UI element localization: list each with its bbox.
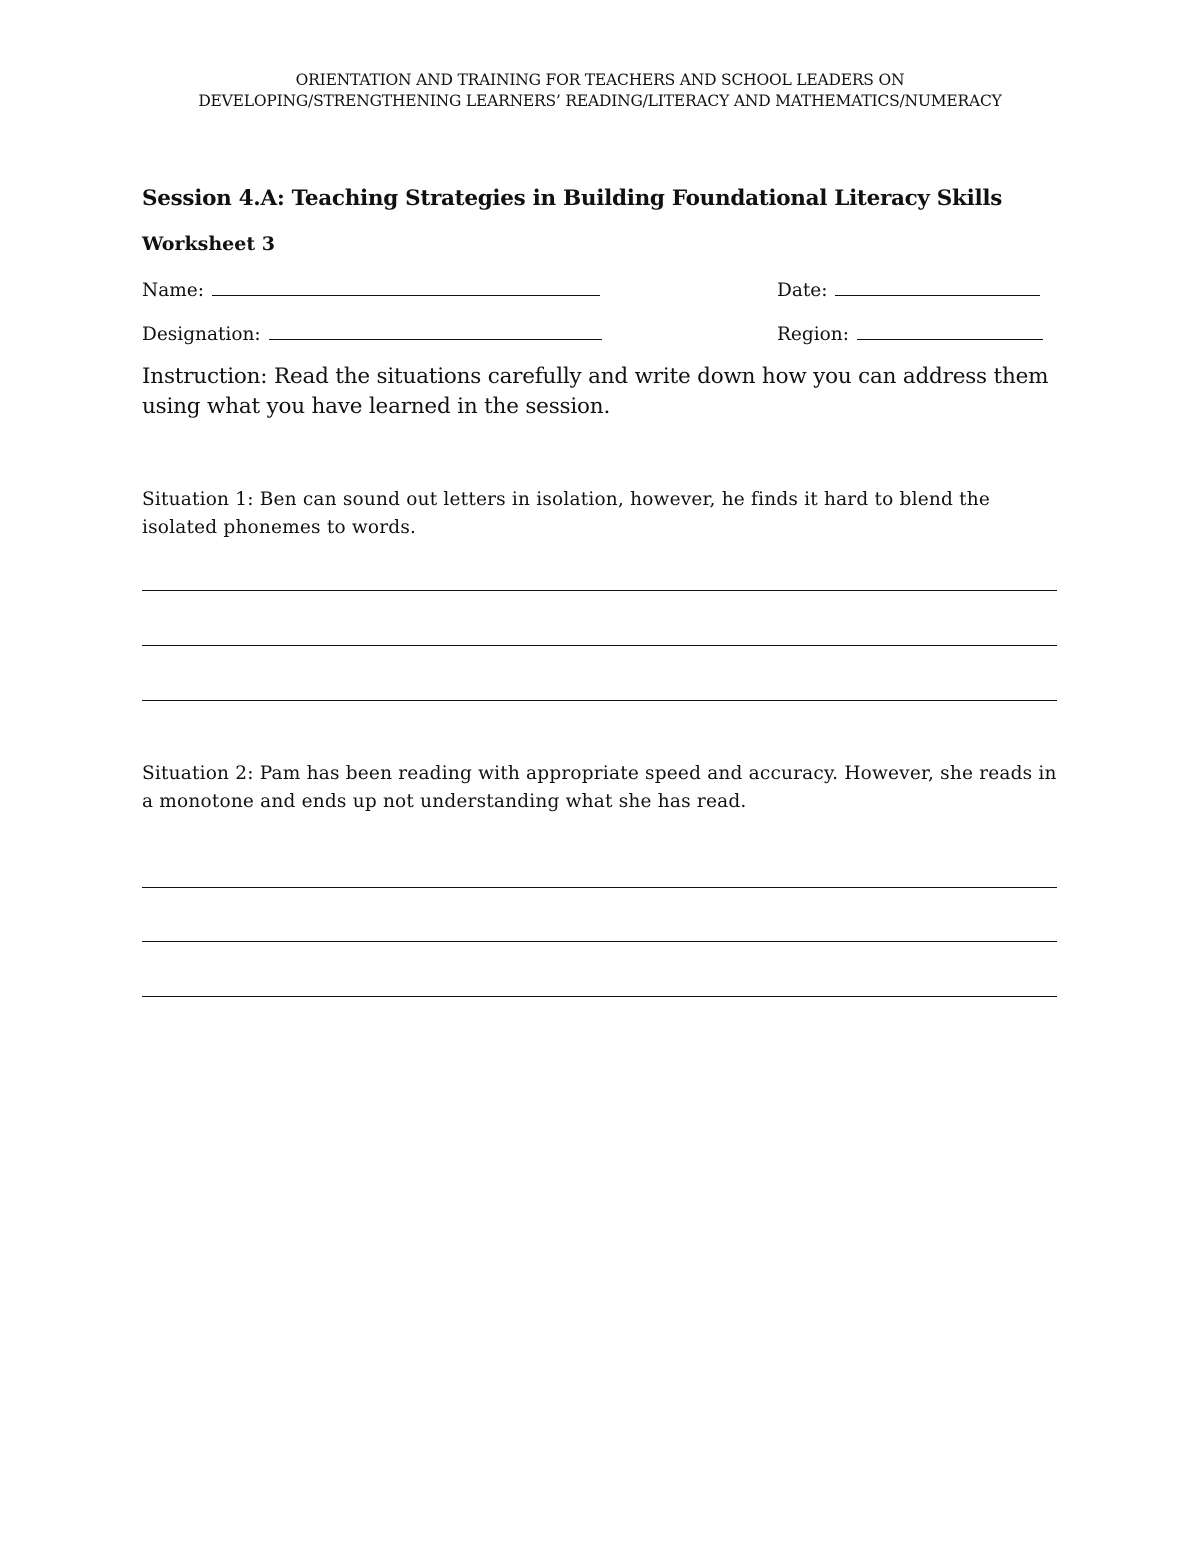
instruction-text: Instruction: Read the situations carefully and write down how you can address them using what you have learned in the session. xyxy=(142,364,1049,419)
date-field xyxy=(777,277,1040,301)
header-line-2: DEVELOPING/STRENGTHENING LEARNERS’ READING/LITERACY AND MATHEMATICS/NUMERACY xyxy=(198,92,1002,110)
situation-2-answer-line-2[interactable] xyxy=(142,941,1057,942)
region-field xyxy=(777,321,1043,345)
designation-label: Designation: xyxy=(142,324,261,345)
name-label: Name: xyxy=(142,280,204,301)
situation-1-text: Situation 1: Ben can sound out letters in isolation, however, he finds it hard to blend the isolated phonemes to words. xyxy=(142,489,990,538)
situation-1-answer-line-1[interactable] xyxy=(142,590,1057,591)
designation-blank[interactable] xyxy=(269,321,602,340)
document-header xyxy=(0,70,1200,112)
date-label: Date: xyxy=(777,280,828,301)
situation-1-answer-line-2[interactable] xyxy=(142,645,1057,646)
situation-2-answer-line-3[interactable] xyxy=(142,996,1057,997)
region-label: Region: xyxy=(777,324,849,345)
situation-1-answer-line-3[interactable] xyxy=(142,700,1057,701)
worksheet-label: Worksheet 3 xyxy=(142,233,275,255)
region-blank[interactable] xyxy=(857,321,1043,340)
date-blank[interactable] xyxy=(835,277,1040,296)
header-line-1: ORIENTATION AND TRAINING FOR TEACHERS AND SCHOOL LEADERS ON xyxy=(295,71,905,89)
situation-2-text: Situation 2: Pam has been reading with appropriate speed and accuracy. However, she reads in a monotone and ends up not understanding what she has read. xyxy=(142,763,1057,812)
designation-field xyxy=(142,321,602,345)
session-title: Session 4.A: Teaching Strategies in Building Foundational Literacy Skills xyxy=(142,186,1002,211)
name-blank[interactable] xyxy=(212,277,600,296)
situation-2-answer-line-1[interactable] xyxy=(142,887,1057,888)
name-field xyxy=(142,277,600,301)
